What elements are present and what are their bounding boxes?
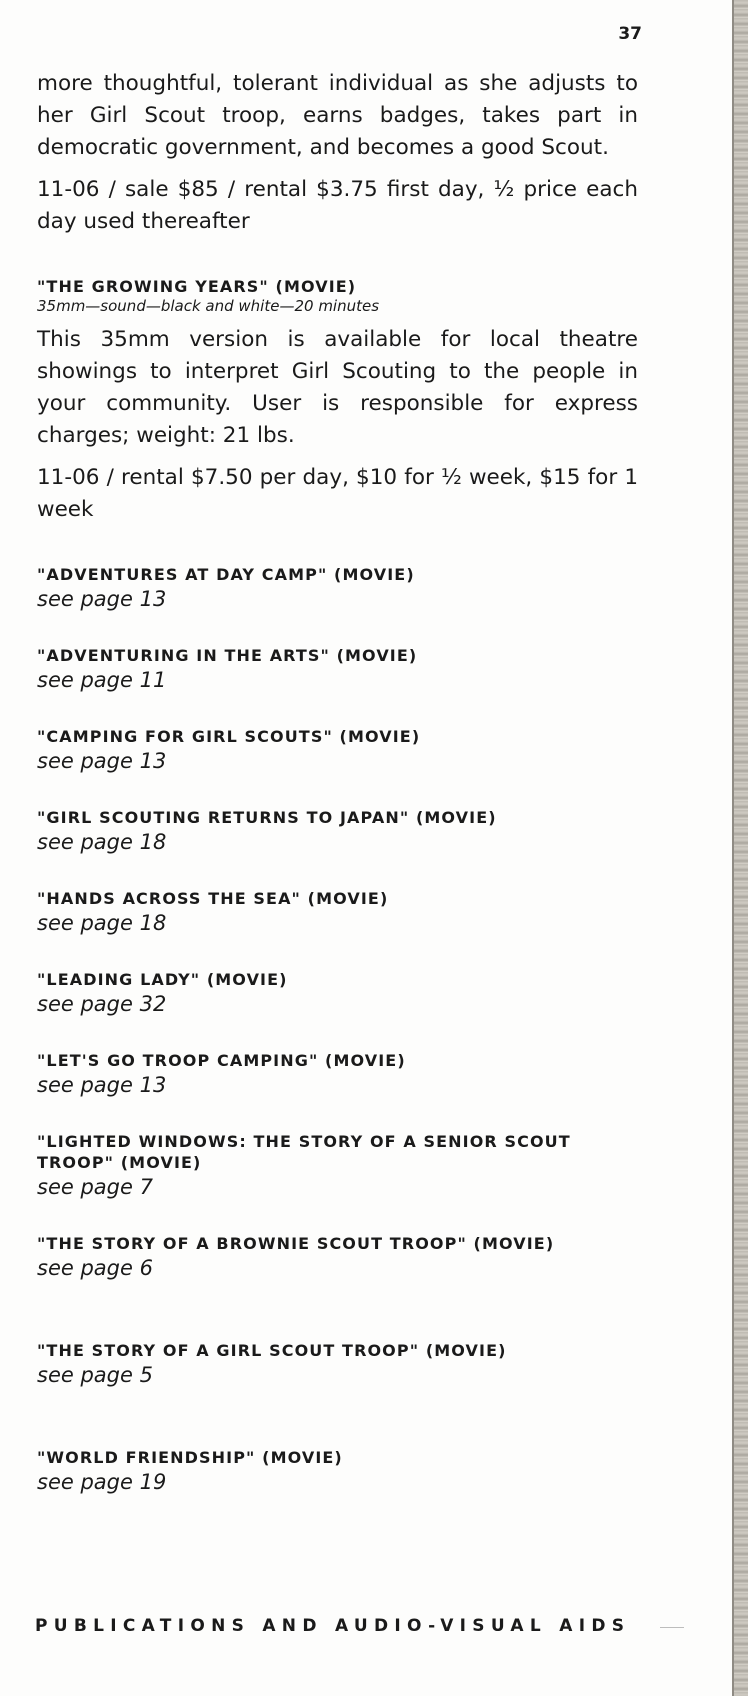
reference-item [37, 645, 638, 694]
page-content [37, 68, 638, 1496]
feature-spec: 35mm—sound—black and white—20 minutes [37, 297, 380, 315]
reference-see: see page 11 [37, 668, 167, 692]
intro-text: more thoughtful, tolerant individual as she adjusts to her Girl Scout troop, earns badges, takes part in democratic government, and becomes a good Scout. [37, 71, 638, 160]
reference-title: "HANDS ACROSS THE SEA" (MOVIE) [37, 889, 389, 908]
feature-entry [37, 276, 638, 526]
reference-title: "GIRL SCOUTING RETURNS TO JAPAN" (MOVIE) [37, 808, 497, 827]
reference-item [37, 1447, 638, 1496]
intro-price: 11-06 / sale $85 / rental $3.75 first day, ½ price each day used thereafter [37, 177, 638, 234]
reference-see: see page 19 [37, 1470, 167, 1494]
reference-title: "CAMPING FOR GIRL SCOUTS" (MOVIE) [37, 727, 421, 746]
reference-see: see page 5 [37, 1363, 153, 1387]
reference-see: see page 13 [37, 587, 167, 611]
running-footer: PUBLICATIONS AND AUDIO-VISUAL AIDS [35, 1616, 631, 1636]
binding-edge [734, 0, 748, 1696]
reference-title: "ADVENTURES AT DAY CAMP" (MOVIE) [37, 565, 415, 584]
reference-item [37, 888, 638, 937]
reference-item [37, 1340, 638, 1389]
reference-see: see page 13 [37, 749, 167, 773]
page-number: 37 [618, 24, 642, 44]
reference-title: "WORLD FRIENDSHIP" (MOVIE) [37, 1448, 343, 1467]
reference-see: see page 6 [37, 1256, 153, 1280]
reference-title: "THE STORY OF A BROWNIE SCOUT TROOP" (MOVIE) [37, 1234, 555, 1253]
reference-title: "LEADING LADY" (MOVIE) [37, 970, 288, 989]
reference-item [37, 969, 638, 1018]
feature-description: This 35mm version is available for local theatre showings to interpret Girl Scouting to the people in your community. User is responsible for express charges; weight: 21 lbs. [37, 327, 638, 448]
reference-title: "ADVENTURING IN THE ARTS" (MOVIE) [37, 646, 418, 665]
reference-item [37, 1050, 638, 1099]
reference-item [37, 1233, 638, 1282]
reference-see: see page 13 [37, 1073, 167, 1097]
reference-title: "LET'S GO TROOP CAMPING" (MOVIE) [37, 1051, 406, 1070]
reference-title: "THE STORY OF A GIRL SCOUT TROOP" (MOVIE) [37, 1341, 507, 1360]
reference-item [37, 807, 638, 856]
reference-see: see page 7 [37, 1175, 153, 1199]
reference-item [37, 564, 638, 613]
feature-price: 11-06 / rental $7.50 per day, $10 for ½ week, $15 for 1 week [37, 465, 638, 522]
reference-see: see page 18 [37, 911, 167, 935]
reference-see: see page 18 [37, 830, 167, 854]
feature-title: "THE GROWING YEARS" (MOVIE) [37, 277, 357, 296]
reference-see: see page 32 [37, 992, 167, 1016]
footer-rule [660, 1627, 684, 1628]
reference-title: "LIGHTED WINDOWS: THE STORY OF A SENIOR SCOUT TROOP" (MOVIE) [37, 1132, 571, 1172]
reference-item [37, 1131, 638, 1201]
reference-item [37, 726, 638, 775]
